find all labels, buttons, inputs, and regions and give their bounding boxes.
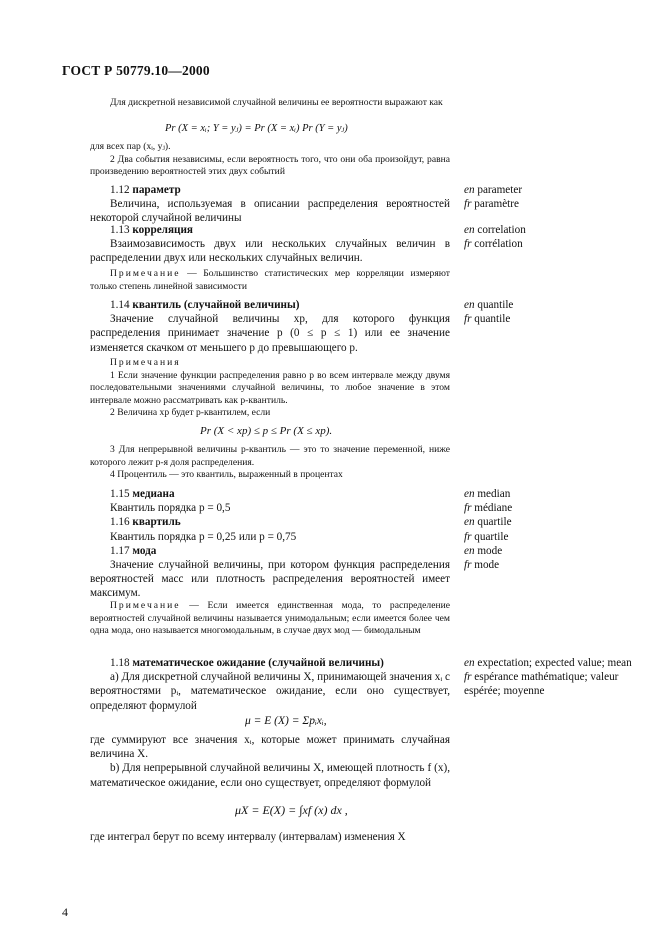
term-heading [90, 183, 450, 197]
translations-correlation [464, 223, 634, 251]
term-expectation-continued [90, 733, 450, 790]
translations-expectation: en expectation; expected value; mean fr espérance mathématique; valeur espérée; moyenne [464, 657, 632, 698]
intro-section [90, 97, 450, 110]
page-header: ГОСТ Р 50779.10—2000 [62, 63, 210, 78]
translations-median-quartile-mode: en median fr médiane en quartile fr quartile en mode fr mode [464, 488, 513, 572]
term-number: 1.14 [110, 299, 133, 311]
notes-quantile-continued [90, 444, 450, 482]
term-expectation [90, 656, 450, 713]
term-name: квантиль (случайной величины) [132, 299, 300, 311]
term-heading [90, 223, 450, 237]
translation-en: en correlation [464, 224, 526, 236]
term-number: 1.16 [110, 516, 133, 529]
term-number: 1.13 [110, 224, 133, 236]
term-definition: Значение случайной величины xp, для которого функция распределения принимает значение p (0 ≤ p ≤ 1) или ее значение изменяется скачком от меньшего p до превышающего p. [90, 313, 450, 354]
term-quantile [90, 298, 450, 355]
term-number: 1.18 [110, 657, 133, 669]
terms-median-quartile-mode [90, 487, 450, 601]
definition-a: a) Для дискретной случайной величины X, принимающей значения xᵢ с вероятностями pᵢ, математическое ожидание, если оно существует, определяют формулой [90, 671, 450, 712]
notes-quantile [90, 357, 450, 420]
term-definition: Величина, используемая в описании распределения вероятностей некоторой случайной величины [90, 198, 450, 225]
formula-independence: Pr (X = xᵢ; Y = yⱼ) = Pr (X = xᵢ) Pr (Y = yⱼ) [165, 123, 348, 134]
term-name: параметр [132, 184, 181, 196]
note-4: 4 Процентиль — это квантиль, выраженный в процентах [110, 469, 343, 481]
note-text: — Если имеется единственная мода, то распределение вероятностей случайной величины называется унимодальным; если имеется более чем одна мода, оно называется многомодальным, в случае двух мод — бимодальным [90, 600, 450, 637]
term-name: математическое ожидание (случайной величины) [132, 657, 384, 669]
definition-b-continued: где интеграл берут по всему интервалу (интервалам) изменения X [90, 831, 406, 843]
formula-discrete-mean: μ = E (X) = Σpᵢxᵢ, [245, 715, 327, 727]
term-heading [90, 298, 450, 312]
intro-pairs: для всех пар (xᵢ, yⱼ). [90, 141, 171, 152]
definition-a-continued: где суммируют все значения xᵢ, которые может принимать случайная величина X. [90, 734, 450, 761]
term-number: 1.15 [110, 488, 133, 500]
translation-fr: fr quantile [464, 313, 511, 326]
term-correlation [90, 223, 450, 266]
term-number: 1.12 [110, 184, 133, 196]
note-2: 2 Величина xp будет p-квантилем, если [110, 407, 271, 419]
translation-fr: fr corrélation [464, 238, 523, 251]
term-definition: Квантиль порядка p = 0,25 или p = 0,75 [110, 530, 297, 543]
page-number: 4 [62, 905, 68, 919]
term-definition: Значение случайной величины, при котором функция распределения вероятностей масс или плотность распределения вероятностей имеет максимум. [90, 559, 450, 600]
term-definition: Квантиль порядка p = 0,5 [110, 502, 231, 515]
term-name: мода [132, 544, 157, 557]
definition-b: b) Для непрерывной случайной величины X, имеющей плотность f (x), математическое ожидание, если оно существует, определяют формулой [90, 762, 450, 789]
note-3: 3 Для непрерывной величины p-квантиль — это то значение переменной, ниже которого лежит p-я доля распределения. [90, 444, 450, 468]
translations-parameter [464, 183, 634, 211]
term-definition: Взаимозависимость двух или нескольких случайных величин в распределении двух или нескольких случайных величин. [90, 238, 450, 265]
note-label: Примечание [110, 268, 181, 279]
translation-en: en quantile [464, 299, 514, 311]
notes-label: Примечания [110, 357, 181, 368]
note-correlation [90, 268, 450, 293]
note-mode [90, 600, 450, 638]
term-name: квартиль [132, 516, 181, 529]
term-name: корреляция [132, 224, 193, 236]
intro-paragraph: Для дискретной независимой случайной величины ее вероятности выражают как [110, 97, 443, 108]
term-number: 1.17 [110, 544, 133, 557]
note-text: — Большинство статистических мер корреляции измеряют только степень линейной зависимости [90, 268, 450, 292]
translation-fr: fr paramètre [464, 198, 519, 211]
note-label: Примечание [110, 600, 181, 611]
formula-quantile: Pr (X < xp) ≤ p ≤ Pr (X ≤ xp). [200, 425, 333, 437]
term-expectation-end [90, 830, 450, 844]
intro-continued [90, 141, 450, 179]
intro-note-2: 2 Два события независимы, если вероятность того, что они оба произойдут, равна произведению вероятностей этих двух событий [90, 153, 450, 178]
term-name: медиана [132, 488, 175, 500]
translations-quantile [464, 298, 634, 326]
translation-en: en parameter [464, 184, 523, 196]
term-parameter [90, 183, 450, 226]
note-1: 1 Если значение функции распределения равно p во всем интервале между двумя последовательными значениями случайной величины, то любое значение в этом интервале можно рассматривать как p-квантиль. [90, 369, 450, 406]
formula-continuous-mean: μX = E(X) = ∫xf (x) dx , [235, 803, 348, 817]
